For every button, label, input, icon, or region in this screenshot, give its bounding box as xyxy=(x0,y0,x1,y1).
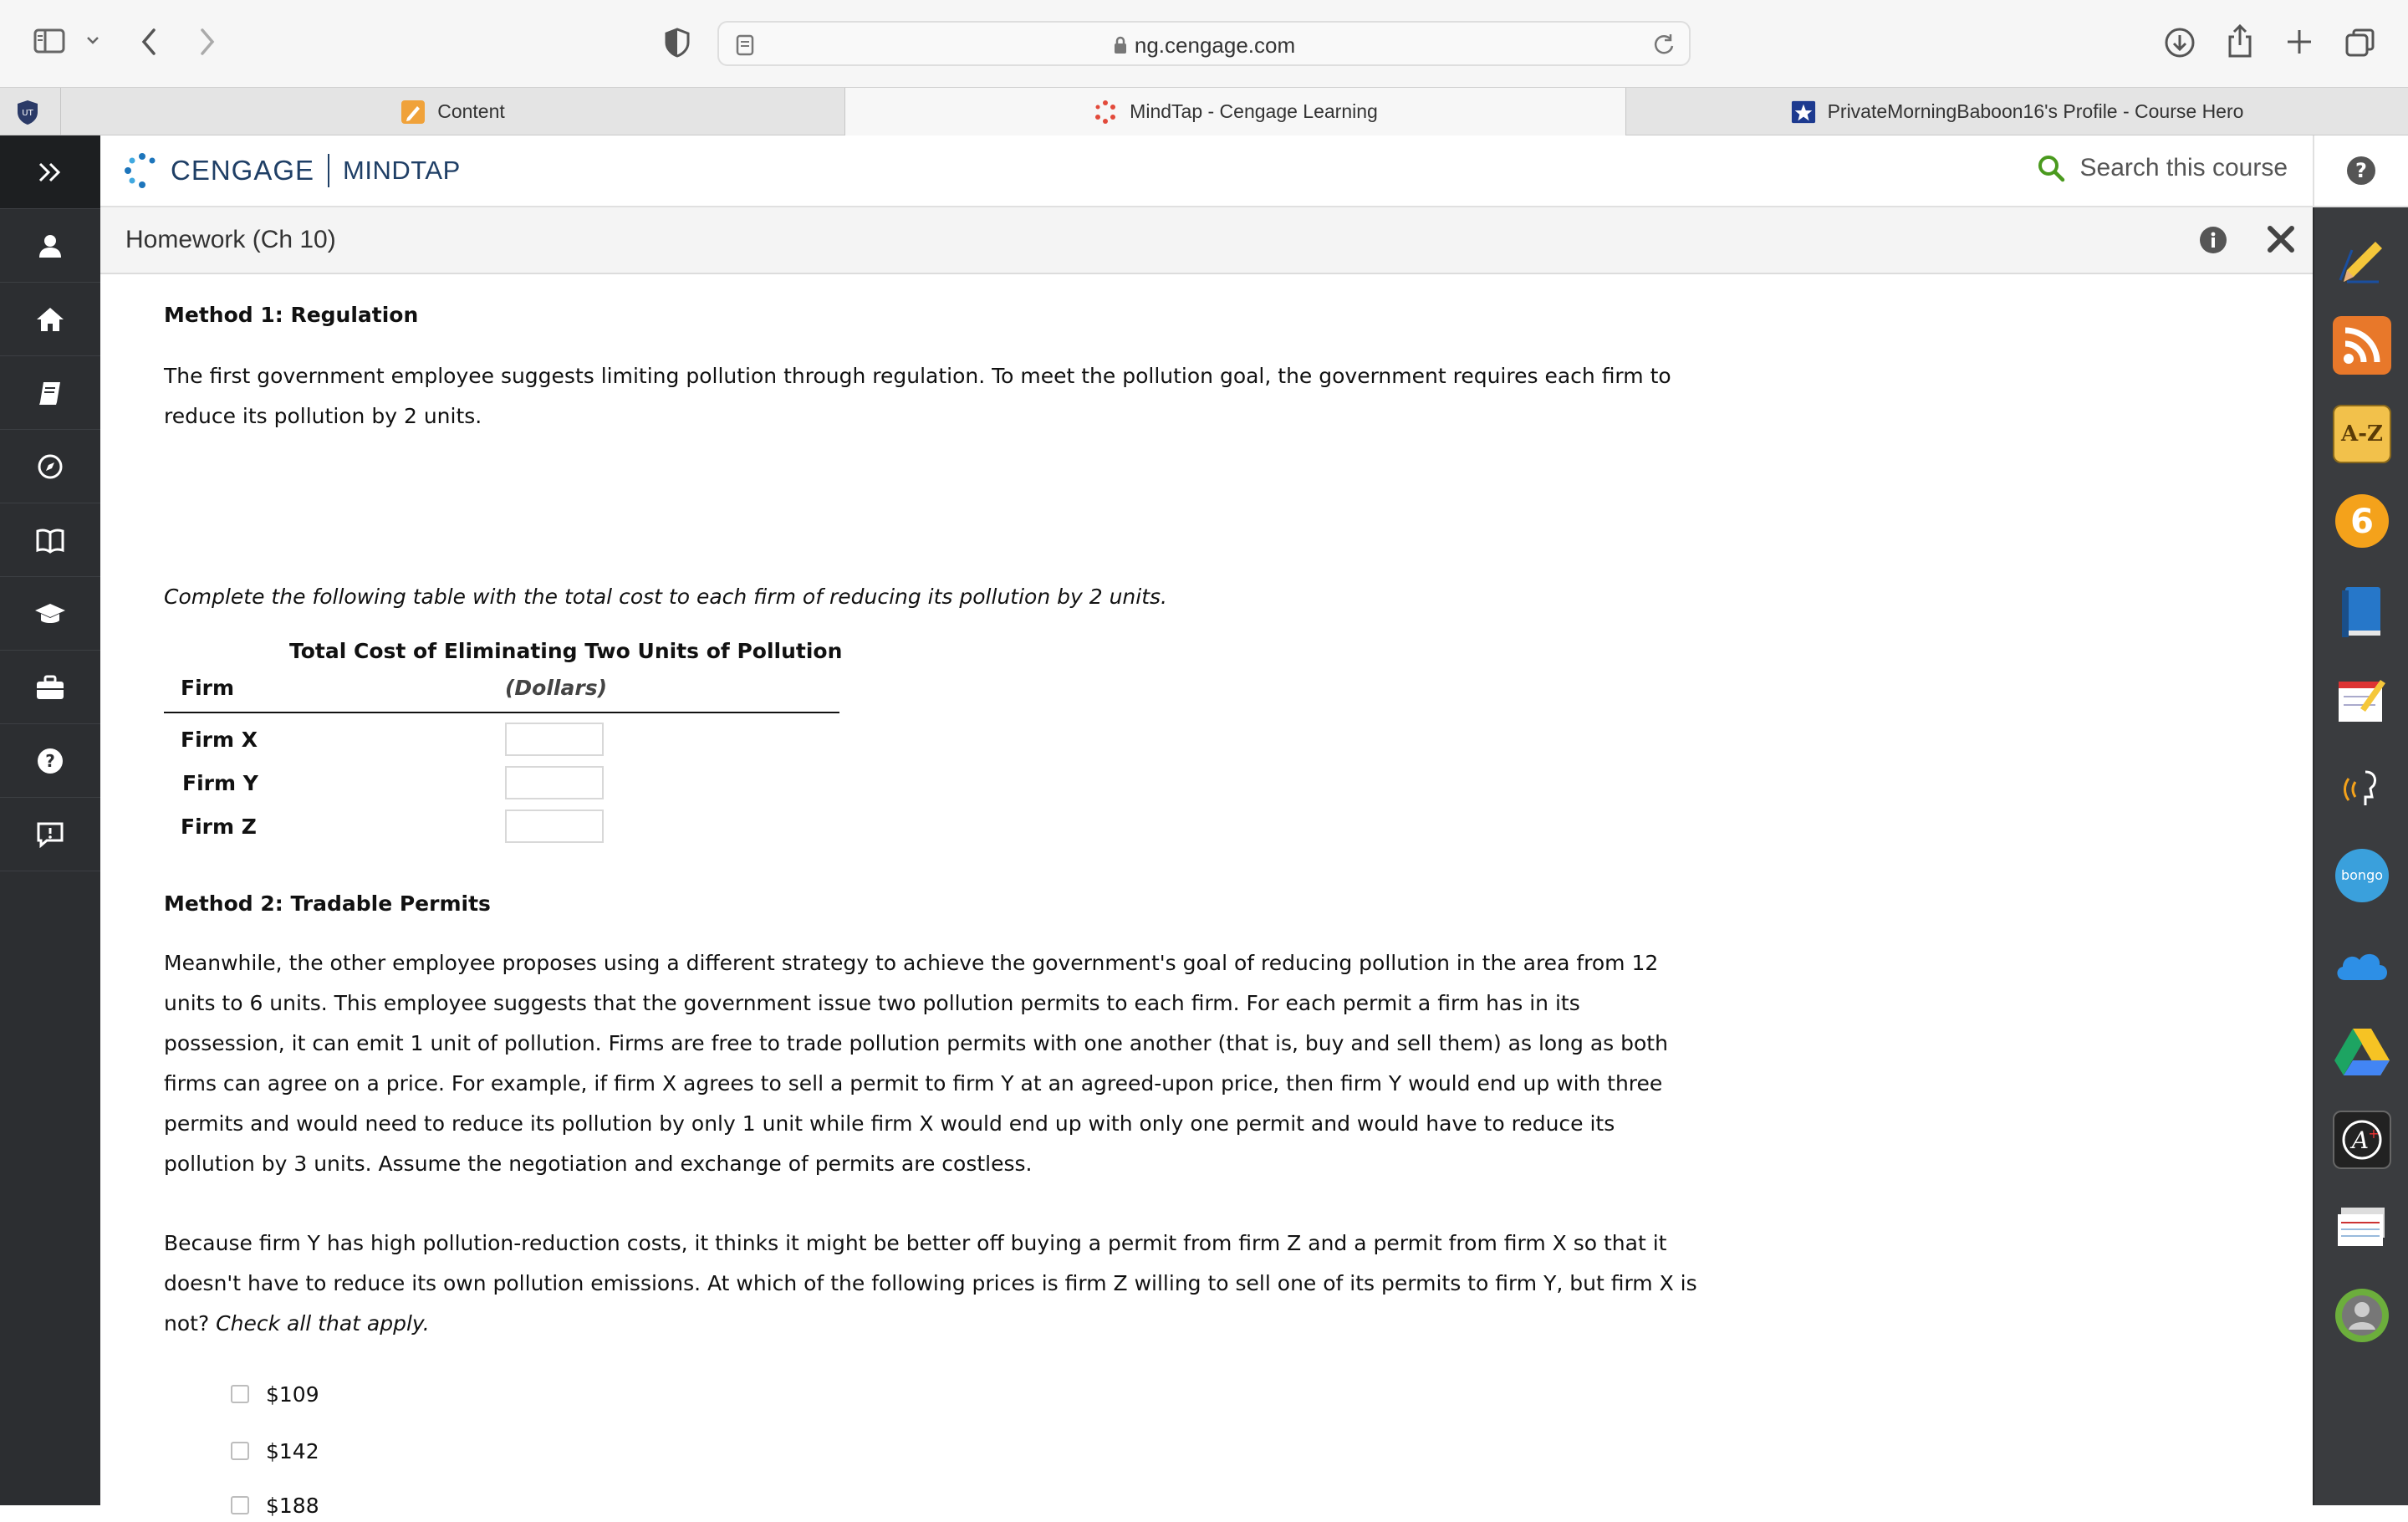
table-row xyxy=(164,761,839,804)
graduation-cap-icon xyxy=(33,601,67,626)
svg-text:+: + xyxy=(2368,1126,2380,1142)
method1-heading: Method 1: Regulation xyxy=(164,303,419,327)
table-divider xyxy=(164,712,839,713)
firm-label: Firm Y xyxy=(182,771,258,795)
share-icon[interactable] xyxy=(2226,23,2254,59)
dock-bongo-app[interactable] xyxy=(2333,846,2391,905)
download-icon[interactable] xyxy=(2164,27,2196,59)
activity-title-bar xyxy=(100,207,2313,274)
brand-cengage: CENGAGE xyxy=(171,155,315,186)
question-body: Because firm Y has high pollution-reduction costs, it thinks it might be better off buying a permit from firm Z and a permit from firm X so that it doesn't have to reduce its own pollution emissions. At which of the following prices is firm Z willing to sell one of its permits to firm Y, but firm X is not? xyxy=(164,1231,1697,1336)
briefcase-icon xyxy=(35,674,65,701)
option-checkbox[interactable] xyxy=(231,1496,249,1514)
a-plus-icon xyxy=(2339,1116,2385,1163)
course-search[interactable] xyxy=(2037,154,2288,182)
tab-label: MindTap - Cengage Learning xyxy=(1130,100,1378,122)
dock-readspeaker-app[interactable] xyxy=(2333,759,2391,818)
cloud-icon xyxy=(2333,945,2391,983)
extension-shield-icon[interactable] xyxy=(15,99,40,129)
firm-label: Firm X xyxy=(181,728,258,752)
option-label: $142 xyxy=(266,1438,319,1463)
svg-text:bongo: bongo xyxy=(2340,867,2384,883)
dock-profile-app[interactable] xyxy=(2333,1286,2391,1345)
chevron-down-icon[interactable] xyxy=(85,35,100,45)
table-instruction: Complete the following table with the total cost to each firm of reducing its pollution by 2 units. xyxy=(164,585,1167,609)
table-row xyxy=(164,804,839,848)
svg-text:?: ? xyxy=(2355,159,2367,182)
open-book-icon xyxy=(35,527,65,554)
dock-ebook-app[interactable] xyxy=(2333,582,2391,641)
home-icon xyxy=(35,306,65,333)
dock-rss-app[interactable] xyxy=(2333,316,2391,375)
rail-explore-button[interactable] xyxy=(0,430,100,503)
option-checkbox[interactable] xyxy=(231,1442,249,1460)
notepad-icon xyxy=(2335,675,2389,725)
rail-courses-button[interactable] xyxy=(0,577,100,651)
tab-course-hero[interactable] xyxy=(1625,88,2408,135)
tab-strip xyxy=(0,87,2408,135)
google-drive-icon xyxy=(2334,1027,2390,1075)
rail-career-button[interactable] xyxy=(0,651,100,724)
app-header xyxy=(100,135,2313,207)
dock-six-app[interactable] xyxy=(2333,492,2391,550)
cengage-dots-icon xyxy=(124,152,161,189)
answer-option[interactable] xyxy=(231,1489,319,1522)
read-aloud-icon xyxy=(2337,764,2387,814)
reload-icon[interactable] xyxy=(1652,33,1676,59)
shield-icon[interactable] xyxy=(664,28,691,58)
rail-help-button[interactable] xyxy=(0,724,100,798)
tab-content[interactable] xyxy=(60,88,844,135)
dock-onedrive-app[interactable] xyxy=(2333,935,2391,993)
question-text xyxy=(164,1223,1702,1344)
column-header-dollars: (Dollars) xyxy=(505,676,607,700)
app-dock xyxy=(2313,207,2408,1505)
rail-notebook-button[interactable] xyxy=(0,356,100,430)
orange-six-icon xyxy=(2334,493,2390,549)
tab-label: Content xyxy=(437,100,505,122)
tab-label: PrivateMorningBaboon16's Profile - Course Hero xyxy=(1827,100,2244,122)
url-value: ng.cengage.com xyxy=(1134,33,1296,58)
dock-pencil-app[interactable] xyxy=(2333,231,2391,289)
svg-text:6: 6 xyxy=(2350,503,2374,541)
dock-aplus-app[interactable] xyxy=(2333,1111,2391,1169)
method2-text: Meanwhile, the other employee proposes using a different strategy to achieve the government's goal of reducing pollution in the area from 12 units to 6 units. This employee suggests that the government issue two pollution permits to each firm. For each permit a firm has in its possession, it can emit 1 unit of pollution. Firms are free to trade pollution permits with one another (that is, buy and sell them) as long as both firms can agree on a price. For example, if firm X agrees to sell a permit to firm Y at an agreed-upon price, then firm Y would end up with three permits and would need to reduce its pollution by only 1 unit while firm X would end up with only one permit and would have to reduce its pollution by 3 units. Assume the negotiation and exchange of permits are costless. xyxy=(164,951,1668,1176)
lock-icon xyxy=(1113,34,1128,60)
cengage-logo-icon xyxy=(1093,100,1118,125)
forward-icon[interactable] xyxy=(197,27,217,57)
answer-option[interactable] xyxy=(231,1377,319,1411)
notebook-icon xyxy=(37,380,64,406)
question-circle-icon xyxy=(36,747,64,775)
green-avatar-icon xyxy=(2334,1288,2390,1343)
firm-x-cost-input[interactable] xyxy=(505,723,604,756)
method1-text: The first government employee suggests limiting pollution through regulation. To meet the pollution goal, the government requires each firm to reduce its pollution by 2 units. xyxy=(164,364,1671,428)
dock-glossary-app[interactable] xyxy=(2333,405,2391,463)
option-checkbox[interactable] xyxy=(231,1385,249,1403)
header-help-button[interactable] xyxy=(2313,135,2408,207)
feedback-icon xyxy=(36,821,64,848)
tab-mindtap[interactable] xyxy=(844,88,1625,135)
info-button[interactable] xyxy=(2199,226,2227,258)
url-text xyxy=(719,33,1689,60)
brand-mindtap: MINDTAP xyxy=(343,156,461,185)
firm-y-cost-input[interactable] xyxy=(505,766,604,799)
sidebar-toggle-icon[interactable] xyxy=(33,28,67,54)
pencil-app-icon xyxy=(2335,233,2389,287)
bongo-icon xyxy=(2334,848,2390,903)
browser-toolbar xyxy=(0,0,2408,87)
answer-option[interactable] xyxy=(231,1434,319,1468)
svg-text:UT: UT xyxy=(22,109,33,118)
close-icon xyxy=(2266,224,2296,254)
double-chevron-right-icon xyxy=(37,161,64,183)
firm-z-cost-input[interactable] xyxy=(505,810,604,843)
left-navigation-rail xyxy=(0,135,100,1505)
question-instruction: Check all that apply. xyxy=(216,1311,430,1336)
rail-feedback-button[interactable] xyxy=(0,798,100,871)
compass-icon xyxy=(37,453,64,480)
svg-text:?: ? xyxy=(45,750,55,771)
table-title: Total Cost of Eliminating Two Units of Pollution xyxy=(289,639,843,663)
search-icon xyxy=(2037,154,2065,182)
info-icon xyxy=(2199,226,2227,254)
cengage-mindtap-logo[interactable] xyxy=(124,152,461,189)
rail-ebook-button[interactable] xyxy=(0,503,100,577)
back-icon[interactable] xyxy=(139,27,159,57)
dock-notes-app[interactable] xyxy=(2333,671,2391,729)
page-title: Homework (Ch 10) xyxy=(125,226,336,253)
expand-rail-button[interactable] xyxy=(0,135,100,209)
column-header-firm: Firm xyxy=(181,676,235,700)
address-bar[interactable] xyxy=(717,21,1691,66)
dock-flashcards-app[interactable] xyxy=(2333,1198,2391,1256)
rss-icon xyxy=(2339,322,2385,369)
option-label: $188 xyxy=(266,1493,319,1518)
user-icon xyxy=(38,233,63,258)
svg-text:A: A xyxy=(2351,1126,2370,1154)
search-placeholder[interactable]: Search this course xyxy=(2079,154,2288,181)
tab-overview-icon[interactable] xyxy=(2344,27,2376,59)
method2-heading: Method 2: Tradable Permits xyxy=(164,891,491,916)
option-label: $109 xyxy=(266,1382,319,1407)
table-row xyxy=(164,718,839,761)
close-button[interactable] xyxy=(2266,224,2296,258)
a-z-icon: A-Z xyxy=(2341,421,2383,447)
rail-profile-button[interactable] xyxy=(0,209,100,283)
pencil-icon xyxy=(400,100,426,125)
blue-book-icon xyxy=(2339,584,2385,639)
new-tab-icon[interactable] xyxy=(2284,27,2314,57)
rail-home-button[interactable] xyxy=(0,283,100,356)
index-cards-icon xyxy=(2336,1206,2388,1248)
firm-label: Firm Z xyxy=(181,815,257,839)
help-icon xyxy=(2345,155,2377,186)
brand-divider xyxy=(328,154,329,187)
dock-google-drive-app[interactable] xyxy=(2333,1022,2391,1080)
star-badge-icon xyxy=(1791,100,1816,125)
